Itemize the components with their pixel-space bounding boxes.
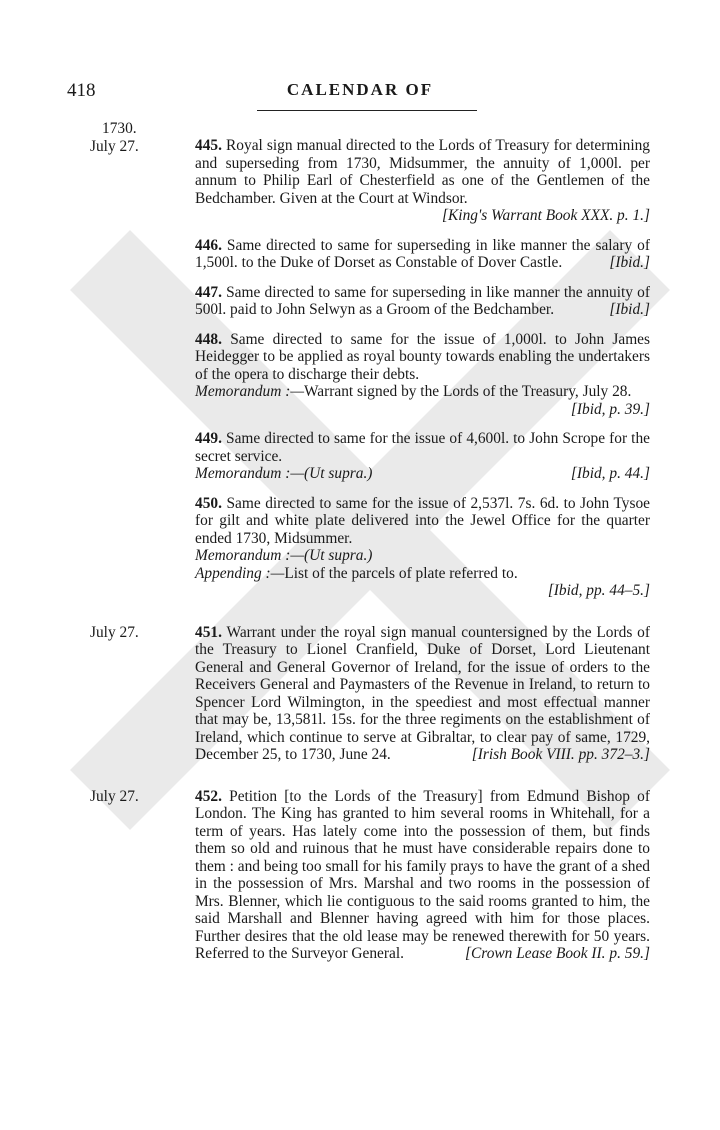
entry-text: Warrant under the royal sign manual countersigned by the Lords of the Treasury to Lionel Cranfield, Duke of Dorset, Lord Lieutenant General and General Governor of Ireland, for the issue of orders to the Receivers General and Paymasters of the Revenue in Ireland, to return to Spencer Lord Wilmington, in the speediest and most effectual manner that may be, 13,581l. 15s. for the three regiments on the establishment of Ireland, which continue to serve at Gibraltar, to clear pay of same, 1729, December 25, to 1730, June 24. bbox=[195, 623, 650, 763]
entry-446 bbox=[0, 237, 720, 272]
appending-text: List of the parcels of plate referred to. bbox=[284, 564, 518, 582]
entry-date-column bbox=[90, 120, 190, 155]
entry-body bbox=[195, 331, 650, 419]
entry-date: July 27. bbox=[90, 623, 139, 641]
entry-445 bbox=[0, 120, 720, 225]
entry-number: 445. bbox=[195, 137, 222, 154]
entry-text: Same directed to same for superseding in like manner the salary of 1,500l. to the Duke of Dorset as Constable of Dover Castle. bbox=[195, 236, 650, 271]
entry-body bbox=[195, 624, 650, 764]
entry-body bbox=[195, 430, 650, 483]
entry-text: Same directed to same for the issue of 4,600l. to John Scrope for the secret service. bbox=[195, 430, 650, 465]
entry-reference: [Ibid, p. 39.] bbox=[570, 400, 650, 418]
page-header bbox=[0, 0, 720, 120]
memorandum-line bbox=[195, 547, 650, 565]
entry-reference: [Ibid, pp. 44–5.] bbox=[547, 582, 650, 599]
entry-number: 449. bbox=[195, 430, 222, 447]
entry-number: 450. bbox=[195, 494, 222, 512]
entry-date: July 27. bbox=[90, 787, 139, 805]
appending-line bbox=[195, 565, 650, 583]
entry-reference: [Crown Lease Book II. p. 59.] bbox=[465, 945, 650, 962]
header-rule bbox=[257, 110, 477, 111]
entry-text: Petition [to the Lords of the Treasury] from Edmund Bishop of London. The King has granted to him several rooms in Whitehall, for a term of years. Has lately come into the possession of them, but finds them so old and ruinous that he must have considerable repairs done to them : and being too small for his family prays to have the grant of a shed in the possession of Mrs. Marshal and two rooms in the possession of Mrs. Blenner, which lie contiguous to the said rooms granted to him, the said Marshall and Blenner having agreed with him for those places. Further desires that the old lease may be renewed therewith for 50 years. Referred to the Surveyor General. bbox=[195, 787, 650, 962]
entry-number: 446. bbox=[195, 236, 222, 254]
entry-body bbox=[195, 120, 650, 225]
entry-body bbox=[195, 284, 650, 319]
entry-reference: [Ibid, p. 44.] bbox=[570, 465, 650, 482]
memorandum-text: Warrant signed by the Lords of the Treasury, July 28. bbox=[304, 383, 632, 400]
entry-text: Same directed to same for superseding in like manner the annuity of 500l. paid to John Selwyn as a Groom of the Bedchamber. bbox=[195, 283, 650, 318]
memorandum-label: Memorandum :— bbox=[195, 547, 305, 564]
entry-body bbox=[195, 237, 650, 272]
entry-450 bbox=[0, 495, 720, 600]
entry-date: July 27. bbox=[90, 137, 139, 155]
memorandum-label: Memorandum :— bbox=[195, 383, 305, 400]
entry-text: Royal sign manual directed to the Lords of Treasury for determining and superseding from 1730, Midsummer, the annuity of 1,000l. per annum to Philip Earl of Chesterfield as one of the Gentlemen of the Bedchamber. Given at the Court at Windsor. bbox=[195, 137, 650, 207]
entry-449 bbox=[0, 430, 720, 483]
running-title: CALENDAR OF bbox=[286, 80, 434, 99]
entry-body bbox=[195, 495, 650, 600]
page-number: 418 bbox=[67, 80, 96, 101]
entry-452 bbox=[0, 788, 720, 963]
appending-label: Appending :— bbox=[195, 564, 285, 582]
memorandum-text: (Ut supra.) bbox=[304, 465, 373, 482]
entry-reference: [Ibid.] bbox=[609, 301, 650, 318]
entry-year: 1730. bbox=[102, 120, 137, 137]
memorandum-label: Memorandum :— bbox=[195, 465, 305, 482]
page-content bbox=[0, 120, 720, 975]
entry-text: Same directed to same for the issue of 2,537l. 7s. 6d. to John Tysoe for gilt and white plate delivered into the Jewel Office for the quarter ended 1730, Midsummer. bbox=[195, 494, 650, 547]
entry-number: 447. bbox=[195, 283, 222, 301]
entry-reference: [King's Warrant Book XXX. p. 1.] bbox=[442, 207, 650, 224]
memorandum-line bbox=[195, 465, 650, 483]
memorandum-line bbox=[195, 383, 650, 418]
entry-text: Same directed to same for the issue of 1,000l. to John James Heidegger to be applied as royal bounty towards enabling the undertakers of the opera to discharge their debts. bbox=[195, 330, 650, 383]
entry-reference: [Ibid.] bbox=[609, 254, 650, 271]
entry-448 bbox=[0, 331, 720, 419]
entry-number: 452. bbox=[195, 787, 222, 805]
entry-number: 451. bbox=[195, 623, 222, 641]
entry-date-column bbox=[90, 624, 190, 642]
memorandum-text: (Ut supra.) bbox=[304, 547, 373, 564]
entry-451 bbox=[0, 624, 720, 764]
entry-body bbox=[195, 788, 650, 963]
entry-date-column bbox=[90, 788, 190, 806]
entry-reference: [Irish Book VIII. pp. 372–3.] bbox=[471, 746, 650, 763]
entry-number: 448. bbox=[195, 330, 222, 348]
entry-447 bbox=[0, 284, 720, 319]
